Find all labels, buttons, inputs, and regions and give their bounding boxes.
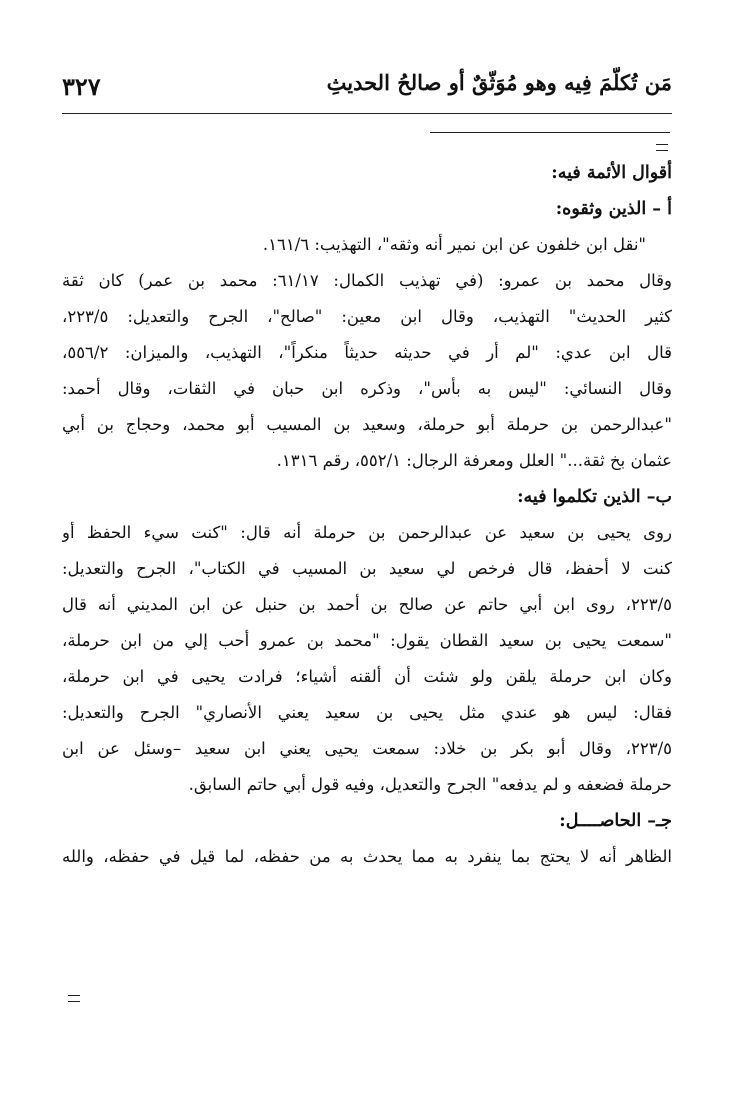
footnote-body — [62, 155, 672, 875]
text-line: "عبدالرحمن بن حرملة أبو حرملة، وسعيد بن المسيب أبو محمد، وحجاج بن أبي — [62, 415, 672, 434]
text-line: قال ابن عدي: "لم أر في حديثه حديثاً منكراً"، التهذيب، والميزان: ٥٥٦/٢، — [62, 343, 672, 362]
text-line: وقال النسائي: "ليس به بأس"، وذكره ابن حبان في الثقات، وقال أحمد: — [62, 379, 672, 398]
header-rule — [62, 113, 672, 114]
text-line: ٢٢٣/٥، وقال أبو بكر بن خلاد: سمعت يحيى يعني ابن سعيد –وسئل عن ابن — [62, 739, 672, 758]
continuation-mark-top — [656, 144, 668, 151]
section-heading: ب– الذين تكلموا فيه: — [517, 487, 672, 507]
running-title: مَن تُكلّمَ فِيه وهو مُوَثّقٌ أو صالحُ الحديثِ — [326, 70, 672, 95]
section-heading: أ – الذين وثقوه: — [555, 199, 672, 219]
text-line: عثمان بخ ثقة..." العلل ومعرفة الرجال: ٥٥٢/١، رقم ١٣١٦. — [276, 451, 672, 470]
text-line: روى يحيى بن سعيد عن عبدالرحمن بن حرملة أنه قال: "كنت سيء الحفظ أو — [62, 523, 672, 542]
section-heading: أقوال الأئمة فيه: — [551, 163, 672, 183]
text-line: وكان ابن حرملة يلقن ولو شئت أن ألقنه أشياء؛ فرادت يحيى في ابن حرملة، — [62, 667, 672, 686]
section-heading: جـ– الحاصــــل: — [559, 811, 672, 831]
text-line: "نقل ابن خلفون عن ابن نمير أنه وثقه"، التهذيب: ١٦١/٦. — [262, 235, 646, 254]
page-header — [62, 70, 672, 110]
text-line: "سمعت يحيى بن سعيد القطان يقول: "محمد بن عمرو أحب إلي من ابن حرملة، — [62, 631, 672, 650]
text-line: حرملة فضعفه و لم يدفعه" الجرح والتعديل، وفيه قول أبي حاتم السابق. — [188, 775, 672, 794]
text-line: وقال محمد بن عمرو: (في تهذيب الكمال: ٦١/١٧: محمد بن عمر) كان ثقة — [62, 271, 672, 290]
page-number: ٣٢٧ — [62, 72, 101, 101]
text-line: ٢٢٣/٥، روى ابن أبي حاتم عن صالح بن أحمد بن حنبل عن ابن المديني أنه قال — [62, 595, 672, 614]
footnote-separator — [430, 132, 670, 133]
text-line: كنت لا أحفظ، قال فرخص لي سعيد بن المسيب في الكتاب"، الجرح والتعديل: — [62, 559, 672, 578]
text-line: كثير الحديث" التهذيب، وقال ابن معين: "صالح"، الجرح والتعديل: ٢٢٣/٥، — [62, 307, 672, 326]
continuation-mark-bottom — [68, 995, 80, 1002]
text-line: فقال: ليس هو عندي مثل يحيى بن سعيد يعني الأنصاري" الجرح والتعديل: — [62, 703, 672, 722]
text-line: الظاهر أنه لا يحتج بما ينفرد به مما يحدث به من حفظه، لما قيل في حفظه، والله — [62, 847, 672, 866]
